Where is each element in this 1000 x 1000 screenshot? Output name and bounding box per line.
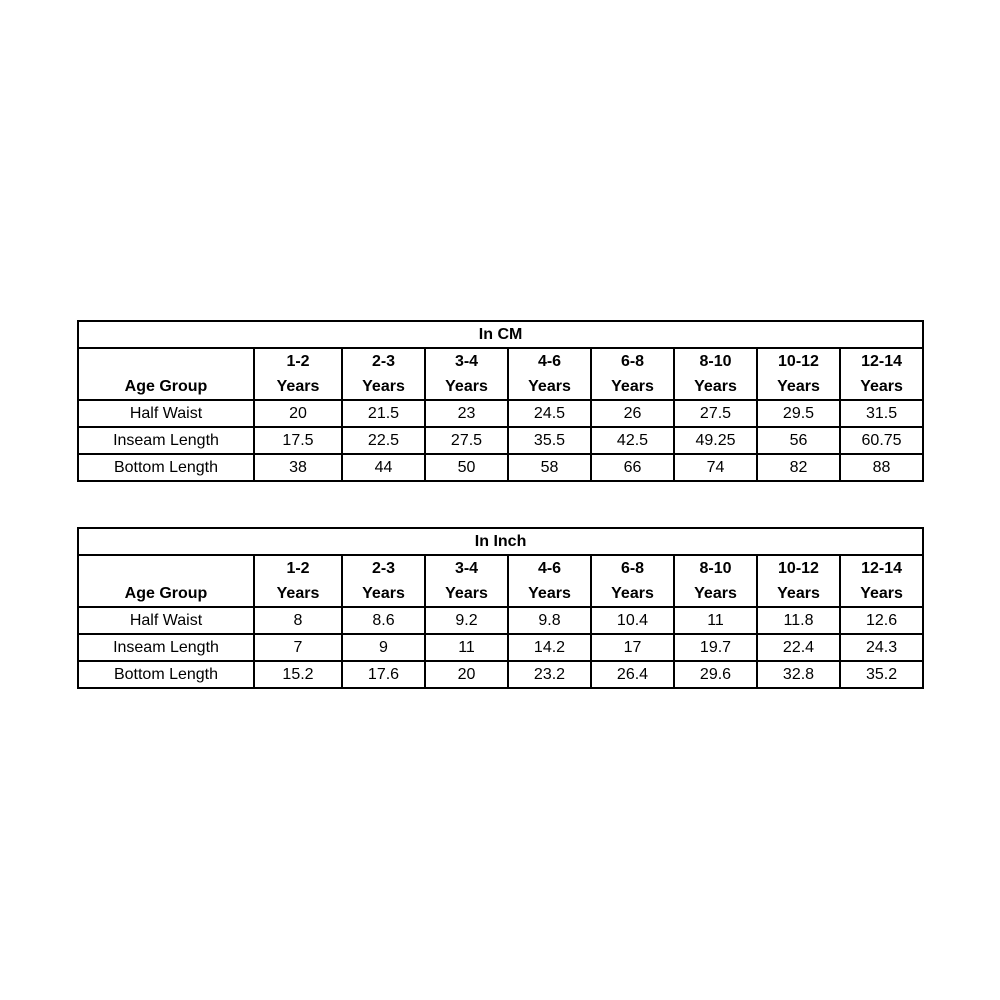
table-cell: 44 xyxy=(342,454,425,481)
table-cell: 27.5 xyxy=(674,400,757,427)
column-header xyxy=(508,555,591,607)
table-row xyxy=(78,427,923,454)
table-row xyxy=(78,454,923,481)
column-header-range: 6-8 xyxy=(620,353,645,370)
column-header-range: 12-14 xyxy=(861,560,903,577)
column-header-range: 4-6 xyxy=(537,353,562,370)
column-header-range: 12-14 xyxy=(861,353,903,370)
table-cell: 17.6 xyxy=(342,661,425,688)
column-header xyxy=(674,555,757,607)
column-header-unit: Years xyxy=(777,378,820,395)
column-header-range: 10-12 xyxy=(778,353,819,370)
table-title: In CM xyxy=(78,321,923,348)
table-cell: 38 xyxy=(254,454,342,481)
column-header-range: 8-10 xyxy=(699,560,732,577)
column-header-unit: Years xyxy=(276,378,320,395)
row-label: Half Waist xyxy=(78,400,254,427)
table-cell: 15.2 xyxy=(254,661,342,688)
table-body xyxy=(78,528,923,688)
row-label: Half Waist xyxy=(78,607,254,634)
table-cell: 60.75 xyxy=(840,427,923,454)
table-cell: 50 xyxy=(425,454,508,481)
column-header-unit: Years xyxy=(777,585,820,602)
table-row xyxy=(78,607,923,634)
column-header xyxy=(757,555,840,607)
table-cell: 11 xyxy=(425,634,508,661)
column-header-unit: Years xyxy=(362,585,405,602)
header-row xyxy=(78,348,923,400)
column-header-unit: Years xyxy=(528,585,571,602)
column-header-unit: Years xyxy=(362,378,405,395)
column-header xyxy=(840,348,923,400)
table-cell: 26.4 xyxy=(591,661,674,688)
table-cell: 74 xyxy=(674,454,757,481)
table-cell: 12.6 xyxy=(840,607,923,634)
age-group-header: Age Group xyxy=(78,348,254,400)
table-cell: 11 xyxy=(674,607,757,634)
table-cell: 29.5 xyxy=(757,400,840,427)
column-header-range: 3-4 xyxy=(454,560,479,577)
table-cell: 21.5 xyxy=(342,400,425,427)
column-header-range: 3-4 xyxy=(454,353,479,370)
column-header-unit: Years xyxy=(611,585,654,602)
title-row xyxy=(78,321,923,348)
table-cell: 35.2 xyxy=(840,661,923,688)
row-label: Inseam Length xyxy=(78,427,254,454)
table-body xyxy=(78,321,923,481)
row-label: Bottom Length xyxy=(78,454,254,481)
table-cell: 20 xyxy=(254,400,342,427)
table-cell: 49.25 xyxy=(674,427,757,454)
table-cell: 27.5 xyxy=(425,427,508,454)
table-cell: 7 xyxy=(254,634,342,661)
table-cell: 24.3 xyxy=(840,634,923,661)
table-row xyxy=(78,661,923,688)
column-header xyxy=(425,348,508,400)
table-cell: 26 xyxy=(591,400,674,427)
column-header-range: 10-12 xyxy=(778,560,819,577)
row-label: Bottom Length xyxy=(78,661,254,688)
column-header xyxy=(254,555,342,607)
column-header-unit: Years xyxy=(694,378,737,395)
table-cell: 32.8 xyxy=(757,661,840,688)
table-cell: 22.5 xyxy=(342,427,425,454)
column-header-unit: Years xyxy=(860,585,903,602)
column-header-range: 1-2 xyxy=(286,560,310,577)
column-header xyxy=(508,348,591,400)
table-cell: 17 xyxy=(591,634,674,661)
column-header-unit: Years xyxy=(611,378,654,395)
table-cell: 24.5 xyxy=(508,400,591,427)
column-header-range: 1-2 xyxy=(286,353,310,370)
table-cell: 88 xyxy=(840,454,923,481)
column-header-range: 2-3 xyxy=(371,353,396,370)
age-group-header: Age Group xyxy=(78,555,254,607)
table-cell: 31.5 xyxy=(840,400,923,427)
column-header-range: 8-10 xyxy=(699,353,732,370)
table-cell: 9.2 xyxy=(425,607,508,634)
column-header xyxy=(254,348,342,400)
column-header xyxy=(425,555,508,607)
table-cell: 58 xyxy=(508,454,591,481)
size-chart-inch-table xyxy=(77,527,924,689)
column-header xyxy=(840,555,923,607)
table-cell: 9 xyxy=(342,634,425,661)
table-cell: 17.5 xyxy=(254,427,342,454)
table-cell: 9.8 xyxy=(508,607,591,634)
size-chart-cm-table xyxy=(77,320,924,482)
table-cell: 20 xyxy=(425,661,508,688)
table-cell: 8.6 xyxy=(342,607,425,634)
table-cell: 11.8 xyxy=(757,607,840,634)
table-cell: 19.7 xyxy=(674,634,757,661)
row-label: Inseam Length xyxy=(78,634,254,661)
table-cell: 35.5 xyxy=(508,427,591,454)
table-cell: 10.4 xyxy=(591,607,674,634)
table-row xyxy=(78,634,923,661)
title-row xyxy=(78,528,923,555)
header-row xyxy=(78,555,923,607)
column-header-range: 4-6 xyxy=(537,560,562,577)
column-header xyxy=(591,348,674,400)
table-cell: 66 xyxy=(591,454,674,481)
column-header xyxy=(342,348,425,400)
table-cell: 29.6 xyxy=(674,661,757,688)
column-header xyxy=(674,348,757,400)
column-header-unit: Years xyxy=(528,378,571,395)
column-header-unit: Years xyxy=(445,378,488,395)
table-cell: 23.2 xyxy=(508,661,591,688)
column-header xyxy=(757,348,840,400)
column-header-range: 6-8 xyxy=(620,560,645,577)
table-cell: 56 xyxy=(757,427,840,454)
table-cell: 8 xyxy=(254,607,342,634)
table-row xyxy=(78,400,923,427)
column-header-unit: Years xyxy=(860,378,903,395)
column-header-range: 2-3 xyxy=(371,560,396,577)
column-header-unit: Years xyxy=(276,585,320,602)
column-header xyxy=(591,555,674,607)
table-cell: 14.2 xyxy=(508,634,591,661)
table-cell: 22.4 xyxy=(757,634,840,661)
column-header-unit: Years xyxy=(694,585,737,602)
table-cell: 82 xyxy=(757,454,840,481)
table-cell: 23 xyxy=(425,400,508,427)
table-title: In Inch xyxy=(78,528,923,555)
column-header-unit: Years xyxy=(445,585,488,602)
column-header xyxy=(342,555,425,607)
table-cell: 42.5 xyxy=(591,427,674,454)
